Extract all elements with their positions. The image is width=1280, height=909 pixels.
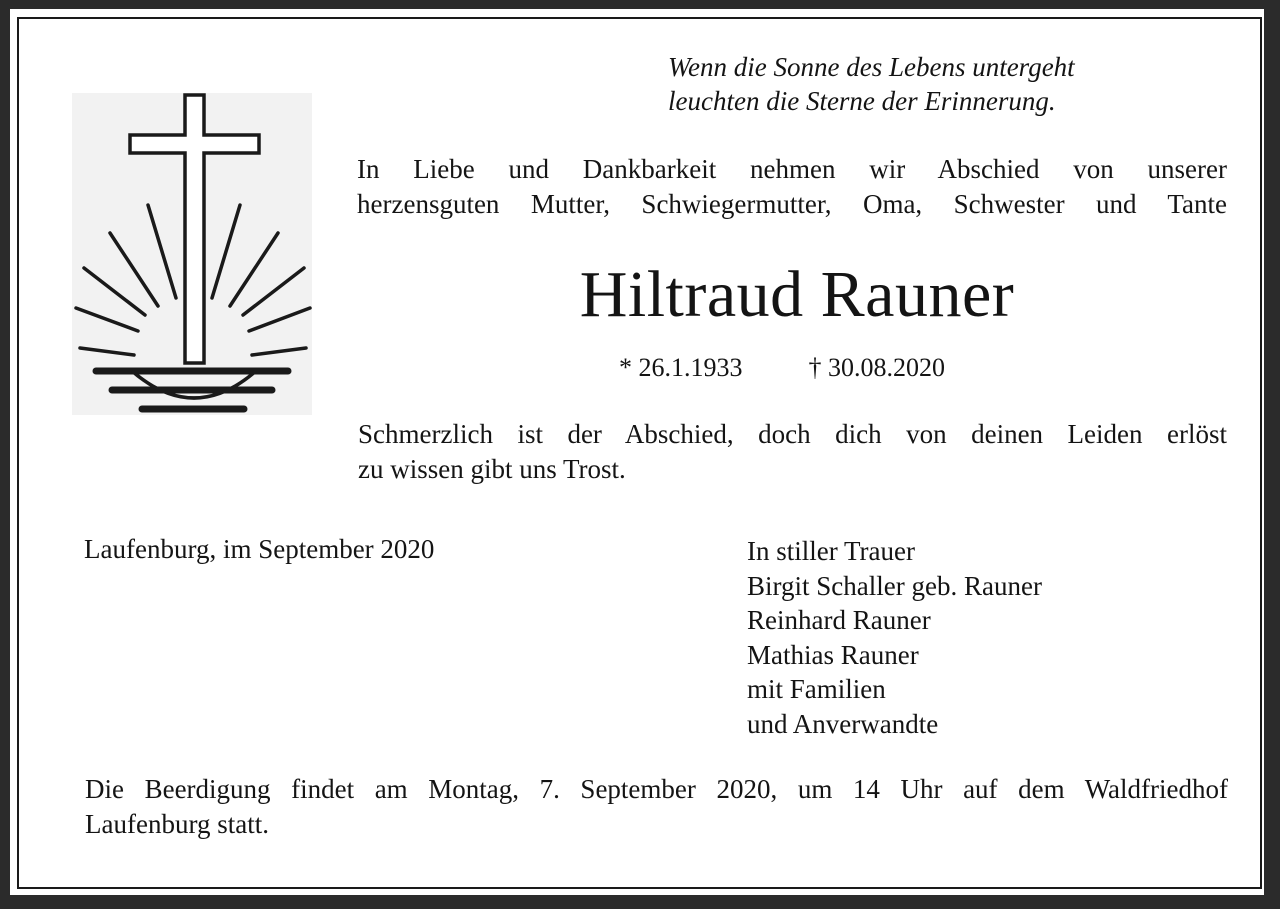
intro-text	[357, 152, 1227, 222]
deceased-name: Hiltraud Rauner	[579, 258, 1015, 331]
mourner-line: Mathias Rauner	[747, 639, 919, 670]
mourner-line: In stiller Trauer	[747, 536, 915, 566]
cross-with-rising-sun-icon	[72, 93, 312, 415]
comfort-text	[358, 417, 1227, 487]
life-dates	[619, 351, 945, 385]
funeral-line: Die Beerdigung findet am Montag, 7. September 2020, um 14 Uhr auf dem Waldfriedhof	[85, 774, 1228, 804]
place-and-date: Laufenburg, im September 2020	[84, 534, 435, 564]
mourner-line: Birgit Schaller geb. Rauner	[747, 570, 1042, 601]
death-date: † 30.08.2020	[808, 353, 945, 382]
motto-line: Wenn die Sonne des Lebens untergeht	[668, 52, 1075, 82]
mourner-line: und Anverwandte	[747, 708, 939, 739]
mourner-line: Reinhard Rauner	[747, 605, 931, 636]
comfort-line: Schmerzlich ist der Abschied, doch dich von deinen Leiden erlöst	[358, 419, 1227, 449]
funeral-notice	[85, 772, 1228, 842]
mourner-line: mit Familien	[747, 674, 886, 705]
comfort-line: zu wissen gibt uns Trost.	[358, 454, 626, 484]
intro-line: herzensguten Mutter, Schwiegermutter, Oma, Schwester und Tante	[357, 189, 1227, 219]
mourners-list	[747, 534, 1042, 742]
motto-line: leuchten die Sterne der Erinnerung.	[668, 86, 1056, 116]
funeral-line: Laufenburg statt.	[85, 809, 269, 839]
intro-line: In Liebe und Dankbarkeit nehmen wir Abschied von unserer	[357, 154, 1227, 184]
birth-date: * 26.1.1933	[619, 353, 743, 382]
motto-quote	[668, 50, 1075, 118]
